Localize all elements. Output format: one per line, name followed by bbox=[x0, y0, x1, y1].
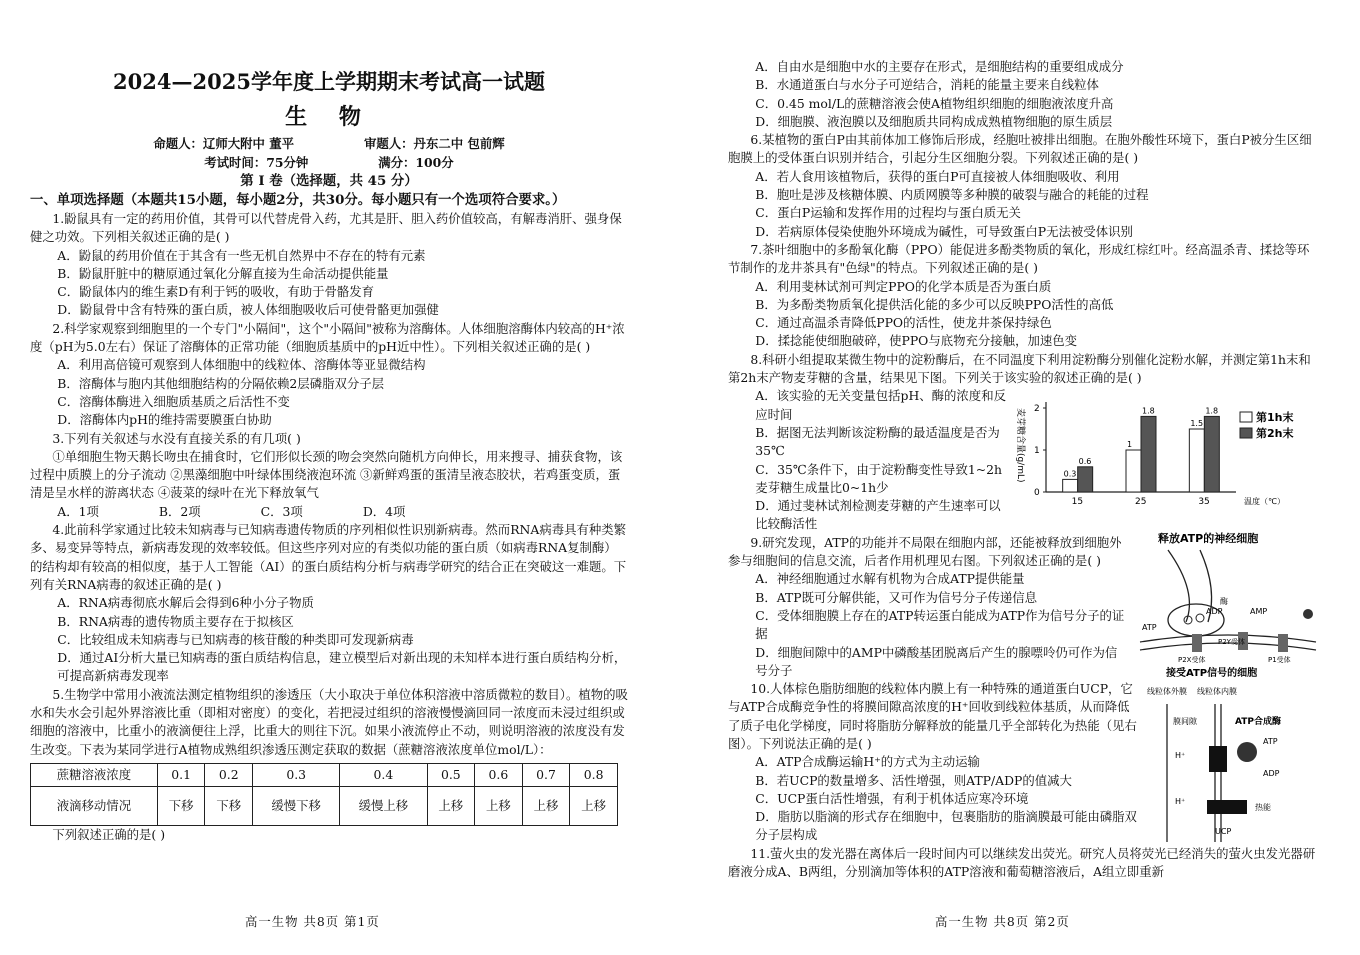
q2-option-a: A．利用高倍镜可观察到人体细胞中的线粒体、溶酶体等亚显微结构 bbox=[57, 357, 426, 373]
table-cell-movement: 下移 bbox=[205, 786, 253, 825]
q10-option-b: B．若UCP的数量增多、活性增强，则ATP/ADP的值减大 bbox=[755, 772, 1072, 788]
q5-option-a: A．自由水是细胞中水的主要存在形式，是细胞结构的重要组成成分 bbox=[755, 59, 1124, 74]
q5-option-d: D．细胞膜、液泡膜以及细胞质共同构成成熟植物细胞的原生质层 bbox=[755, 113, 1113, 129]
time-label: 考试时间：75分钟 bbox=[204, 155, 309, 170]
chart-ytick-label: 0 bbox=[1034, 488, 1040, 498]
q2-option-d: D．溶酶体内pH的维持需要膜蛋白协助 bbox=[57, 412, 272, 428]
neuron-axon bbox=[1168, 550, 1189, 622]
table-cell-movement: 上移 bbox=[475, 786, 523, 825]
legend-swatch bbox=[1240, 428, 1252, 438]
q2-option-c: C．溶酶体酶进入细胞质基质之后活性不变 bbox=[57, 393, 290, 409]
chart-data-label: 0.6 bbox=[1078, 456, 1092, 466]
exam-title: 2024—2025学年度上学期期末考试高一试题 bbox=[113, 69, 545, 94]
table-cell-concentration: 0.3 bbox=[253, 763, 340, 786]
q4-option-d: D．通过AI分析大量已知病毒的蛋白质结构信息，建立模型后对新出现的未知样本进行蛋白质结构分析，可提高新病毒发现率 bbox=[57, 650, 627, 684]
table-cell-movement: 下移 bbox=[157, 786, 205, 825]
q6-stem: 6.某植物的蛋白P由其前体加工修饰后形成，经胞吐被排出细胞。在胞外酸性环境下，蛋白P被分生区细胞膜上的受体蛋白识别并结合，引起分生区细胞分裂。下列叙述正确的是( ) bbox=[728, 132, 1312, 166]
ion-dot bbox=[1303, 609, 1313, 619]
q10-block bbox=[728, 680, 1138, 845]
chart-xtick-label: 15 bbox=[1071, 497, 1084, 507]
table-cell-concentration: 0.5 bbox=[427, 763, 475, 786]
q9-option-a: A．神经细胞通过水解有机物为合成ATP提供能量 bbox=[755, 571, 1025, 587]
chart-bar-h2 bbox=[1204, 416, 1219, 492]
table-row-label-movement: 液滴移动情况 bbox=[31, 786, 158, 825]
q6-option-a: A．若人食用该植物后，获得的蛋白P可直接被人体细胞吸收、利用 bbox=[755, 168, 1120, 184]
table-cell-movement: 上移 bbox=[427, 786, 475, 825]
q8-bar-chart bbox=[1010, 396, 1320, 514]
q9-option-b: B．ATP既可分解供能，又可作为信号分子传递信息 bbox=[755, 589, 1038, 605]
q5-option-c: C．0.45 mol/L的蔗糖溶液会使A植物组织细胞的细胞液浓度升高 bbox=[755, 95, 1114, 111]
q3-stem: 3.下列有关叙述与水没有直接关系的有几项( ) bbox=[52, 430, 301, 446]
table-cell-concentration: 0.8 bbox=[570, 763, 618, 786]
q5-option-b: B．水通道蛋白与水分子可逆结合，消耗的能量主要来自线粒体 bbox=[755, 77, 1099, 93]
p1-receptor bbox=[1278, 634, 1288, 652]
part-title: 第 Ⅰ 卷（选择题，共 45 分） bbox=[240, 173, 418, 189]
chart-xtick-label: 35 bbox=[1198, 497, 1210, 507]
fig10-h1: H⁺ bbox=[1175, 751, 1186, 760]
q8-option-b: B．据图无法判断该淀粉酶的最适温度是否为35℃ bbox=[755, 424, 1000, 459]
q3-option-d: D．4项 bbox=[362, 503, 406, 519]
table-cell-concentration: 0.1 bbox=[157, 763, 205, 786]
vesicle-2 bbox=[1196, 614, 1204, 622]
table-cell-concentration: 0.7 bbox=[522, 763, 570, 786]
chart-ytick-label: 1 bbox=[1034, 446, 1040, 456]
chart-ytick-label: 2 bbox=[1034, 404, 1040, 414]
q7-option-b: B．为多酚类物质氧化提供活化能的多少可以反映PPO活性的高低 bbox=[755, 296, 1114, 312]
fig10-synthase-label: ATP合成酶 bbox=[1235, 717, 1282, 727]
table-cell-movement: 上移 bbox=[570, 786, 618, 825]
q7-option-d: D．揉捻能使细胞破碎，使PPO与底物充分接触，加速色变 bbox=[755, 333, 1078, 349]
chart-data-label: 1 bbox=[1127, 440, 1133, 449]
q1-option-d: D．鼢鼠骨中含有特殊的蛋白质，被人体细胞吸收后可使骨骼更加强健 bbox=[57, 302, 439, 318]
q7-option-a: A．利用斐林试剂可判定PPO的化学本质是否为蛋白质 bbox=[755, 278, 1052, 294]
q1-option-c: C．鼢鼠体内的维生素D有利于钙的吸收，有助于骨骼发育 bbox=[57, 284, 375, 300]
chart-data-label: 0.3 bbox=[1063, 469, 1077, 479]
fig9-enzyme: 酶 bbox=[1220, 597, 1228, 606]
fig10-heat: 热能 bbox=[1255, 803, 1271, 812]
chart-data-label: 1.8 bbox=[1142, 406, 1155, 416]
fig9-receptor3: P1受体 bbox=[1268, 656, 1291, 664]
fig9-amp: AMP bbox=[1250, 607, 1268, 616]
footer-left: 高一生物 共8页 第1页 bbox=[245, 914, 380, 929]
q3-body: ①单细胞生物天鹅长吻虫在捕食时，它们形似长颈的吻会突然向随机方向伸长，用来搜寻、捕获食物，该过程中质膜上的分子流动 ②黑藻细胞中叶绿体围绕液泡环流 ③新鲜鸡蛋的蛋清呈液态胶状，若鸡蛋变质，蛋清是呈水样的游离状态 ④菠菜的绿叶在光下释放氧气 bbox=[30, 448, 623, 501]
table-cell-concentration: 0.6 bbox=[475, 763, 523, 786]
chart-bar-h1 bbox=[1189, 429, 1204, 492]
q3-option-b: B．2项 bbox=[158, 503, 201, 519]
q3-option-c: C．3项 bbox=[260, 503, 303, 519]
q6-option-b: B．胞吐是涉及核糖体膜、内质网膜等多种膜的破裂与融合的耗能的过程 bbox=[755, 187, 1149, 203]
q9-block bbox=[728, 534, 1128, 680]
q7-option-c: C．通过高温杀青降低PPO的活性，使龙井茶保持绿色 bbox=[755, 315, 1052, 331]
fig10-space-label: 膜间隙 bbox=[1173, 717, 1197, 726]
chart-bar-h1 bbox=[1063, 479, 1078, 492]
q2-option-b: B．溶酶体与胞内其他细胞结构的分隔依赖2层磷脂双分子层 bbox=[57, 375, 385, 391]
p2x-receptor bbox=[1192, 634, 1202, 652]
table-cell-concentration: 0.4 bbox=[340, 763, 427, 786]
q10-option-c: C．UCP蛋白活性增强，有利于机体适应寒冷环境 bbox=[755, 790, 1029, 806]
q4-option-c: C．比较组成未知病毒与已知病毒的核苷酸的种类即可发现新病毒 bbox=[57, 631, 414, 647]
chart-data-label: 1.5 bbox=[1190, 419, 1204, 428]
q9-stem: 9.研究发现，ATP的功能并不局限在细胞内部，还能被释放到细胞外参与细胞间的信息交流，后者作用机理见右图。下列叙述正确的是( ) bbox=[728, 534, 1122, 569]
reviewer-label: 审题人：丹东二中 包前辉 bbox=[364, 136, 505, 151]
q1-option-a: A．鼢鼠的药用价值在于其含有一些无机自然界中不存在的特有元素 bbox=[57, 247, 426, 263]
q4-stem: 4.此前科学家通过比较未知病毒与已知病毒遗传物质的序列相似性识别新病毒。然而RNA病毒具有种类繁多、易变异等特点，新病毒发现的效率较低。但这些序列对应的有类似功能的蛋白质（如病毒RNA复制酶）的结构却有较高的相似度，基于人工智能（AI）的蛋白质结构分析与病毒学研究的结合正在突破这一难题。下列有关RNA病毒的叙述正确的是( ) bbox=[30, 522, 627, 592]
fig9-title: 释放ATP的神经细胞 bbox=[1158, 532, 1259, 545]
q1-stem: 1.鼢鼠具有一定的药用价值，其骨可以代替虎骨入药，尤其是肝、胆入药价值较高，有解毒消肝、强身保健之功效。下列相关叙述正确的是( ) bbox=[30, 211, 622, 245]
fig10-h2: H⁺ bbox=[1175, 797, 1186, 806]
chart-bar-h1 bbox=[1126, 450, 1141, 492]
legend-label: 第2h末 bbox=[1256, 427, 1294, 440]
q5-tail: 下列叙述正确的是( ) bbox=[52, 826, 166, 842]
fig9-receptor1: P2X受体 bbox=[1178, 656, 1206, 664]
q11-stem: 11.萤火虫的发光器在离体后一段时间内可以继续发出荧光。研究人员将荧光已经消失的萤火虫发光器研磨液分成A、B两组，分别滴加等体积的ATP溶液和葡萄糖溶液后，A组立即重新 bbox=[728, 845, 1316, 880]
table-cell-movement: 缓慢上移 bbox=[340, 786, 427, 825]
fig9-receptor2: P2Y受体 bbox=[1218, 638, 1245, 646]
q2-stem: 2.科学家观察到细胞里的一个专门"小隔间"，这个"小隔间"被称为溶酶体。人体细胞溶酶体内较高的H⁺浓度（pH为5.0左右）保证了溶酶体的正常功能（细胞质基质中的pH近中性）。下列相关叙述正确的是( ) bbox=[30, 320, 625, 355]
table-cell-concentration: 0.2 bbox=[205, 763, 253, 786]
q9-option-c: C．受体细胞膜上存在的ATP转运蛋白能成为ATP作为信号分子的证据 bbox=[755, 607, 1125, 642]
q5-stem: 5.生物学中常用小液流法测定植物组织的渗透压（大小取决于单位体积溶液中溶质微粒的数目）。植物的吸水和失水会引起外界溶液比重（即相对密度）的变化，若把浸过组织的溶液慢慢滴回同一浓度而未浸过组织或细胞的溶液中，比重小的液滴便往上浮，比重大的则往下沉。如果小液流停止不动，则说明溶液的浓度没有发生改变。下表为某同学进行A植物成熟组织渗透压测定获取的数据（蔗糖溶液浓度单位mol/L）： bbox=[30, 686, 628, 757]
q3-option-a: A．1项 bbox=[57, 503, 99, 519]
atp-synthase-head bbox=[1237, 742, 1257, 762]
q4-option-a: A．RNA病毒彻底水解后会得到6种小分子物质 bbox=[57, 595, 314, 611]
q9-atp-signaling-figure bbox=[1138, 532, 1318, 680]
footer-right: 高一生物 共8页 第2页 bbox=[935, 914, 1070, 929]
chart-ylabel: 麦芽糖含量(g/mL) bbox=[1015, 408, 1025, 483]
q3-options bbox=[30, 503, 628, 521]
chart-xtick-label: 25 bbox=[1135, 497, 1147, 507]
table-cell-movement: 上移 bbox=[522, 786, 570, 825]
q10-option-a: A．ATP合成酶运输H⁺的方式为主动运输 bbox=[755, 754, 980, 770]
q8-option-c: C．35℃条件下，由于淀粉酶变性导致1~2h麦芽糖生成量比0~1h少 bbox=[755, 461, 1002, 495]
fig10-ucp: UCP bbox=[1215, 827, 1232, 836]
q5-table bbox=[30, 763, 618, 826]
chart-xlabel: 温度（℃） bbox=[1244, 497, 1285, 506]
fig10-inner-label: 线粒体内膜 bbox=[1197, 687, 1237, 696]
fig10-outer-label: 线粒体外膜 bbox=[1147, 687, 1187, 696]
author-label: 命题人：辽师大附中 董平 bbox=[153, 136, 294, 151]
chart-data-label: 1.8 bbox=[1205, 406, 1219, 416]
legend-swatch bbox=[1240, 412, 1252, 422]
time-row bbox=[30, 153, 628, 172]
q1-option-b: B．鼢鼠肝脏中的糖原通过氧化分解直接为生命活动提供能量 bbox=[57, 265, 389, 281]
table-cell-movement: 缓慢下移 bbox=[253, 786, 340, 825]
q10-ucp-figure bbox=[1145, 684, 1310, 844]
fig9-adp: ADP bbox=[1206, 607, 1223, 616]
q8-options bbox=[728, 387, 1008, 533]
fig9-atp: ATP bbox=[1142, 623, 1157, 632]
fig10-adp: ADP bbox=[1263, 769, 1280, 778]
chart-bar-h2 bbox=[1141, 416, 1156, 492]
subject-title: 生 物 bbox=[285, 104, 373, 130]
fig9-caption: 接受ATP信号的细胞 bbox=[1166, 668, 1258, 679]
q6-option-d: D．若病原体侵染使胞外环境成为碱性，可导致蛋白P无法被受体识别 bbox=[755, 223, 1133, 239]
section-title: 一、单项选择题（本题共15小题，每小题2分，共30分。每小题只有一个选项符合要求。） bbox=[30, 192, 566, 208]
ucp-channel bbox=[1207, 800, 1247, 814]
q10-stem: 10.人体棕色脂肪细胞的线粒体内膜上有一种特殊的通道蛋白UCP，它与ATP合成酶竞争性的将膜间隙高浓度的H⁺回收到线粒体基质，从而降低了质子电化学梯度，同时将脂肪分解释放的能量几乎全部转化为热能（见右图）。下列说法正确的是( ) bbox=[728, 681, 1137, 751]
score-label: 满分：100分 bbox=[378, 155, 454, 170]
q7-stem: 7.茶叶细胞中的多酚氧化酶（PPO）能促进多酚类物质的氧化，形成红棕红叶。经高温杀青、揉捻等环节制作的龙井茶具有"色绿"的特点。下列叙述正确的是( ) bbox=[728, 241, 1310, 276]
author-row bbox=[30, 134, 628, 153]
atp-synthase bbox=[1209, 746, 1227, 772]
q4-option-b: B．RNA病毒的遗传物质主要存在于拟核区 bbox=[57, 613, 294, 629]
fig10-atp: ATP bbox=[1263, 737, 1278, 746]
table-row-label-concentration: 蔗糖溶液浓度 bbox=[31, 763, 158, 786]
q8-option-d: D．通过斐林试剂检测麦芽糖的产生速率可以比较酶活性 bbox=[755, 498, 1001, 532]
chart-bar-h2 bbox=[1078, 467, 1093, 492]
q9-option-d: D．细胞间隙中的AMP中磷酸基团脱离后产生的腺嘌呤仍可作为信号分子 bbox=[755, 644, 1118, 678]
page-left bbox=[30, 0, 628, 955]
q10-option-d: D．脂肪以脂滴的形式存在细胞中，包裹脂肪的脂滴膜最可能由磷脂双分子层构成 bbox=[755, 809, 1137, 843]
legend-label: 第1h末 bbox=[1256, 411, 1294, 424]
q8-stem: 8.科研小组提取某微生物中的淀粉酶后，在不同温度下利用淀粉酶分别催化淀粉水解，并测定第1h末和第2h末产物麦芽糖的含量，结果见下图。下列关于该实验的叙述正确的是( ) bbox=[728, 351, 1311, 386]
q8-option-a: A．该实验的无关变量包括pH、酶的浓度和反应时间 bbox=[755, 388, 1006, 422]
q6-option-c: C．蛋白P运输和发挥作用的过程均与蛋白质无关 bbox=[755, 205, 1021, 221]
